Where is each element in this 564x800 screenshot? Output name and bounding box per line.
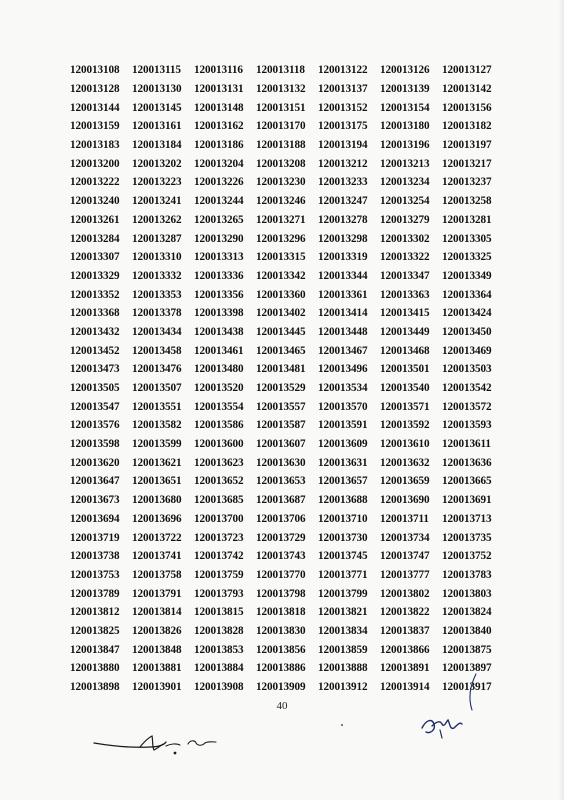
roll-number-cell: 120013116 bbox=[194, 64, 243, 77]
roll-number-cell: 120013777 bbox=[380, 568, 430, 581]
table-row bbox=[70, 640, 504, 659]
roll-number-cell: 120013610 bbox=[380, 438, 430, 451]
roll-number-cell: 120013752 bbox=[442, 550, 492, 563]
table-row bbox=[70, 323, 504, 342]
roll-number-cell: 120013332 bbox=[132, 269, 182, 282]
roll-number-cell: 120013802 bbox=[380, 587, 430, 600]
roll-number-cell: 120013247 bbox=[318, 195, 368, 208]
roll-number-cell: 120013534 bbox=[318, 382, 368, 395]
roll-number-cell: 120013791 bbox=[132, 587, 182, 600]
roll-number-cell: 120013364 bbox=[442, 288, 492, 301]
roll-number-cell: 120013108 bbox=[70, 64, 120, 77]
roll-number-cell: 120013825 bbox=[70, 624, 120, 637]
roll-number-cell: 120013722 bbox=[132, 531, 182, 544]
roll-number-cell: 120013758 bbox=[132, 568, 182, 581]
roll-number-cell: 120013812 bbox=[70, 606, 120, 619]
roll-number-cell: 120013917 bbox=[442, 681, 492, 694]
roll-number-cell: 120013226 bbox=[194, 176, 244, 189]
roll-number-cell: 120013828 bbox=[194, 624, 244, 637]
roll-number-cell: 120013262 bbox=[132, 213, 182, 226]
table-row bbox=[70, 397, 504, 416]
page-edge-shadow bbox=[558, 0, 564, 800]
roll-number-cell: 120013501 bbox=[380, 363, 430, 376]
roll-number-cell: 120013891 bbox=[380, 662, 430, 675]
roll-number-cell: 120013897 bbox=[442, 662, 492, 675]
roll-number-cell: 120013258 bbox=[442, 195, 492, 208]
page-number: 40 bbox=[276, 700, 288, 712]
roll-number-cell: 120013186 bbox=[194, 139, 244, 152]
roll-number-cell: 120013696 bbox=[132, 512, 182, 525]
roll-number-cell: 120013363 bbox=[380, 288, 430, 301]
roll-number-cell: 120013200 bbox=[70, 157, 120, 170]
table-row bbox=[70, 622, 504, 641]
roll-number-cell: 120013398 bbox=[194, 307, 244, 320]
roll-number-cell: 120013130 bbox=[132, 83, 182, 96]
roll-number-cell: 120013685 bbox=[194, 494, 244, 507]
roll-number-cell: 120013826 bbox=[132, 624, 182, 637]
roll-number-cell: 120013743 bbox=[256, 550, 306, 563]
roll-number-cell: 120013651 bbox=[132, 475, 182, 488]
roll-number-cell: 120013151 bbox=[256, 101, 306, 114]
roll-number-cell: 120013611 bbox=[442, 438, 491, 451]
roll-number-cell: 120013118 bbox=[256, 64, 305, 77]
roll-number-cell: 120013329 bbox=[70, 269, 120, 282]
roll-number-cell: 120013449 bbox=[380, 325, 430, 338]
roll-number-cell: 120013859 bbox=[318, 643, 368, 656]
ink-dot bbox=[341, 724, 343, 726]
table-row bbox=[70, 341, 504, 360]
roll-number-cell: 120013240 bbox=[70, 195, 120, 208]
table-row bbox=[70, 192, 504, 211]
roll-number-cell: 120013159 bbox=[70, 120, 120, 133]
roll-number-cell: 120013609 bbox=[318, 438, 368, 451]
roll-number-cell: 120013175 bbox=[318, 120, 368, 133]
roll-number-cell: 120013161 bbox=[132, 120, 182, 133]
roll-number-cell: 120013126 bbox=[380, 64, 430, 77]
roll-number-cell: 120013271 bbox=[256, 213, 306, 226]
table-row bbox=[70, 154, 504, 173]
roll-number-cell: 120013142 bbox=[442, 83, 492, 96]
roll-number-cell: 120013310 bbox=[132, 251, 182, 264]
table-row bbox=[70, 80, 504, 99]
roll-number-cell: 120013520 bbox=[194, 382, 244, 395]
roll-number-cell: 120013632 bbox=[380, 456, 430, 469]
roll-number-cell: 120013557 bbox=[256, 400, 306, 413]
table-row bbox=[70, 491, 504, 510]
roll-number-cell: 120013378 bbox=[132, 307, 182, 320]
roll-number-cell: 120013888 bbox=[318, 662, 368, 675]
table-row bbox=[70, 211, 504, 230]
roll-number-cell: 120013770 bbox=[256, 568, 306, 581]
roll-number-cell: 120013711 bbox=[380, 512, 429, 525]
roll-number-cell: 120013448 bbox=[318, 325, 368, 338]
roll-number-cell: 120013139 bbox=[380, 83, 430, 96]
roll-number-cell: 120013713 bbox=[442, 512, 492, 525]
roll-number-cell: 120013290 bbox=[194, 232, 244, 245]
table-row bbox=[70, 603, 504, 622]
roll-number-cell: 120013630 bbox=[256, 456, 306, 469]
roll-number-cell: 120013793 bbox=[194, 587, 244, 600]
table-row bbox=[70, 267, 504, 286]
roll-number-cell: 120013132 bbox=[256, 83, 306, 96]
roll-number-cell: 120013352 bbox=[70, 288, 120, 301]
roll-number-cell: 120013884 bbox=[194, 662, 244, 675]
roll-number-cell: 120013729 bbox=[256, 531, 306, 544]
roll-number-cell: 120013298 bbox=[318, 232, 368, 245]
roll-number-cell: 120013881 bbox=[132, 662, 182, 675]
roll-number-cell: 120013434 bbox=[132, 325, 182, 338]
table-row bbox=[70, 360, 504, 379]
roll-number-cell: 120013505 bbox=[70, 382, 120, 395]
roll-number-cell: 120013908 bbox=[194, 681, 244, 694]
roll-number-cell: 120013815 bbox=[194, 606, 244, 619]
roll-number-cell: 120013414 bbox=[318, 307, 368, 320]
roll-number-cell: 120013824 bbox=[442, 606, 492, 619]
roll-number-cell: 120013468 bbox=[380, 344, 430, 357]
roll-number-cell: 120013856 bbox=[256, 643, 306, 656]
roll-number-cell: 120013322 bbox=[380, 251, 430, 264]
roll-number-cell: 120013659 bbox=[380, 475, 430, 488]
roll-number-cell: 120013154 bbox=[380, 101, 430, 114]
roll-number-cell: 120013361 bbox=[318, 288, 368, 301]
roll-number-cell: 120013344 bbox=[318, 269, 368, 282]
roll-number-cell: 120013415 bbox=[380, 307, 430, 320]
roll-number-cell: 120013822 bbox=[380, 606, 430, 619]
roll-number-cell: 120013212 bbox=[318, 157, 368, 170]
roll-number-cell: 120013803 bbox=[442, 587, 492, 600]
roll-number-cell: 120013325 bbox=[442, 251, 492, 264]
roll-number-cell: 120013217 bbox=[442, 157, 492, 170]
roll-number-cell: 120013473 bbox=[70, 363, 120, 376]
roll-number-cell: 120013636 bbox=[442, 456, 492, 469]
roll-number-cell: 120013465 bbox=[256, 344, 306, 357]
roll-number-table-body bbox=[70, 61, 504, 696]
roll-number-cell: 120013194 bbox=[318, 139, 368, 152]
table-row bbox=[70, 566, 504, 585]
roll-number-cell: 120013438 bbox=[194, 325, 244, 338]
roll-number-cell: 120013305 bbox=[442, 232, 492, 245]
roll-number-cell: 120013144 bbox=[70, 101, 120, 114]
roll-number-cell: 120013287 bbox=[132, 232, 182, 245]
table-row bbox=[70, 379, 504, 398]
roll-number-cell: 120013450 bbox=[442, 325, 492, 338]
roll-number-cell: 120013898 bbox=[70, 681, 120, 694]
roll-number-cell: 120013880 bbox=[70, 662, 120, 675]
roll-number-cell: 120013342 bbox=[256, 269, 306, 282]
roll-number-cell: 120013735 bbox=[442, 531, 492, 544]
roll-number-cell: 120013452 bbox=[70, 344, 120, 357]
roll-number-cell: 120013432 bbox=[70, 325, 120, 338]
roll-number-cell: 120013265 bbox=[194, 213, 244, 226]
roll-number-cell: 120013745 bbox=[318, 550, 368, 563]
roll-number-cell: 120013814 bbox=[132, 606, 182, 619]
roll-number-cell: 120013213 bbox=[380, 157, 430, 170]
roll-number-cell: 120013254 bbox=[380, 195, 430, 208]
roll-number-cell: 120013572 bbox=[442, 400, 492, 413]
roll-number-cell: 120013901 bbox=[132, 681, 182, 694]
roll-number-cell: 120013131 bbox=[194, 83, 244, 96]
roll-number-cell: 120013673 bbox=[70, 494, 120, 507]
roll-number-cell: 120013241 bbox=[132, 195, 182, 208]
roll-number-cell: 120013507 bbox=[132, 382, 182, 395]
table-row bbox=[70, 528, 504, 547]
roll-number-cell: 120013554 bbox=[194, 400, 244, 413]
roll-number-cell: 120013128 bbox=[70, 83, 120, 96]
roll-number-cell: 120013621 bbox=[132, 456, 182, 469]
roll-number-cell: 120013461 bbox=[194, 344, 244, 357]
roll-number-cell: 120013481 bbox=[256, 363, 306, 376]
roll-number-cell: 120013694 bbox=[70, 512, 120, 525]
roll-number-cell: 120013170 bbox=[256, 120, 306, 133]
roll-number-cell: 120013742 bbox=[194, 550, 244, 563]
roll-number-cell: 120013542 bbox=[442, 382, 492, 395]
roll-number-cell: 120013734 bbox=[380, 531, 430, 544]
roll-number-cell: 120013912 bbox=[318, 681, 368, 694]
roll-number-cell: 120013503 bbox=[442, 363, 492, 376]
roll-number-cell: 120013278 bbox=[318, 213, 368, 226]
roll-number-cell: 120013598 bbox=[70, 438, 120, 451]
roll-number-cell: 120013798 bbox=[256, 587, 306, 600]
roll-number-cell: 120013691 bbox=[442, 494, 492, 507]
roll-number-cell: 120013353 bbox=[132, 288, 182, 301]
roll-number-cell: 120013623 bbox=[194, 456, 244, 469]
roll-number-cell: 120013315 bbox=[256, 251, 306, 264]
roll-number-cell: 120013496 bbox=[318, 363, 368, 376]
roll-number-cell: 120013680 bbox=[132, 494, 182, 507]
roll-number-cell: 120013914 bbox=[380, 681, 430, 694]
roll-number-cell: 120013529 bbox=[256, 382, 306, 395]
roll-number-cell: 120013445 bbox=[256, 325, 306, 338]
roll-number-cell: 120013246 bbox=[256, 195, 306, 208]
roll-number-cell: 120013476 bbox=[132, 363, 182, 376]
table-row bbox=[70, 584, 504, 603]
roll-number-cell: 120013551 bbox=[132, 400, 182, 413]
roll-number-table bbox=[70, 61, 504, 696]
roll-number-cell: 120013687 bbox=[256, 494, 306, 507]
roll-number-cell: 120013156 bbox=[442, 101, 492, 114]
roll-number-cell: 120013652 bbox=[194, 475, 244, 488]
roll-number-cell: 120013700 bbox=[194, 512, 244, 525]
roll-number-cell: 120013593 bbox=[442, 419, 492, 432]
roll-number-cell: 120013571 bbox=[380, 400, 430, 413]
roll-number-cell: 120013480 bbox=[194, 363, 244, 376]
table-row bbox=[70, 510, 504, 529]
roll-number-cell: 120013467 bbox=[318, 344, 368, 357]
roll-number-cell: 120013336 bbox=[194, 269, 244, 282]
roll-number-cell: 120013830 bbox=[256, 624, 306, 637]
table-row bbox=[70, 547, 504, 566]
roll-number-cell: 120013783 bbox=[442, 568, 492, 581]
table-row bbox=[70, 472, 504, 491]
roll-number-cell: 120013771 bbox=[318, 568, 368, 581]
roll-number-cell: 120013540 bbox=[380, 382, 430, 395]
roll-number-cell: 120013587 bbox=[256, 419, 306, 432]
roll-number-cell: 120013690 bbox=[380, 494, 430, 507]
roll-number-cell: 120013302 bbox=[380, 232, 430, 245]
roll-number-cell: 120013723 bbox=[194, 531, 244, 544]
roll-number-cell: 120013148 bbox=[194, 101, 244, 114]
table-row bbox=[70, 229, 504, 248]
table-row bbox=[70, 136, 504, 155]
roll-number-cell: 120013230 bbox=[256, 176, 306, 189]
roll-number-cell: 120013458 bbox=[132, 344, 182, 357]
roll-number-cell: 120013223 bbox=[132, 176, 182, 189]
roll-number-cell: 120013180 bbox=[380, 120, 430, 133]
roll-number-cell: 120013188 bbox=[256, 139, 306, 152]
roll-number-cell: 120013162 bbox=[194, 120, 244, 133]
roll-number-cell: 120013279 bbox=[380, 213, 430, 226]
roll-number-cell: 120013759 bbox=[194, 568, 244, 581]
table-row bbox=[70, 98, 504, 117]
roll-number-cell: 120013313 bbox=[194, 251, 244, 264]
roll-number-cell: 120013886 bbox=[256, 662, 306, 675]
roll-number-cell: 120013647 bbox=[70, 475, 120, 488]
signature-right bbox=[418, 672, 508, 742]
roll-number-cell: 120013547 bbox=[70, 400, 120, 413]
roll-number-cell: 120013586 bbox=[194, 419, 244, 432]
roll-number-cell: 120013821 bbox=[318, 606, 368, 619]
roll-number-cell: 120013592 bbox=[380, 419, 430, 432]
roll-number-cell: 120013834 bbox=[318, 624, 368, 637]
roll-number-cell: 120013753 bbox=[70, 568, 120, 581]
roll-number-cell: 120013847 bbox=[70, 643, 120, 656]
roll-number-cell: 120013607 bbox=[256, 438, 306, 451]
roll-number-cell: 120013368 bbox=[70, 307, 120, 320]
signature-left bbox=[92, 730, 232, 766]
roll-number-cell: 120013657 bbox=[318, 475, 368, 488]
roll-number-cell: 120013349 bbox=[442, 269, 492, 282]
table-row bbox=[70, 285, 504, 304]
roll-number-cell: 120013183 bbox=[70, 139, 120, 152]
roll-number-cell: 120013424 bbox=[442, 307, 492, 320]
roll-number-cell: 120013875 bbox=[442, 643, 492, 656]
roll-number-cell: 120013653 bbox=[256, 475, 306, 488]
roll-number-cell: 120013738 bbox=[70, 550, 120, 563]
roll-number-cell: 120013706 bbox=[256, 512, 306, 525]
roll-number-cell: 120013848 bbox=[132, 643, 182, 656]
roll-number-cell: 120013840 bbox=[442, 624, 492, 637]
roll-number-cell: 120013665 bbox=[442, 475, 492, 488]
roll-number-cell: 120013237 bbox=[442, 176, 492, 189]
roll-number-cell: 120013234 bbox=[380, 176, 430, 189]
roll-number-cell: 120013197 bbox=[442, 139, 492, 152]
roll-number-cell: 120013115 bbox=[132, 64, 181, 77]
roll-number-cell: 120013296 bbox=[256, 232, 306, 245]
roll-number-cell: 120013307 bbox=[70, 251, 120, 264]
roll-number-cell: 120013347 bbox=[380, 269, 430, 282]
roll-number-cell: 120013469 bbox=[442, 344, 492, 357]
roll-number-cell: 120013402 bbox=[256, 307, 306, 320]
roll-number-cell: 120013233 bbox=[318, 176, 368, 189]
table-row bbox=[70, 173, 504, 192]
roll-number-cell: 120013799 bbox=[318, 587, 368, 600]
roll-number-cell: 120013137 bbox=[318, 83, 368, 96]
roll-number-cell: 120013208 bbox=[256, 157, 306, 170]
table-row bbox=[70, 304, 504, 323]
roll-number-cell: 120013747 bbox=[380, 550, 430, 563]
roll-number-cell: 120013741 bbox=[132, 550, 182, 563]
roll-number-cell: 120013599 bbox=[132, 438, 182, 451]
roll-number-cell: 120013719 bbox=[70, 531, 120, 544]
roll-number-cell: 120013688 bbox=[318, 494, 368, 507]
roll-number-cell: 120013319 bbox=[318, 251, 368, 264]
roll-number-cell: 120013196 bbox=[380, 139, 430, 152]
roll-number-cell: 120013600 bbox=[194, 438, 244, 451]
roll-number-cell: 120013284 bbox=[70, 232, 120, 245]
roll-number-cell: 120013204 bbox=[194, 157, 244, 170]
table-row bbox=[70, 453, 504, 472]
roll-number-cell: 120013244 bbox=[194, 195, 244, 208]
roll-number-cell: 120013789 bbox=[70, 587, 120, 600]
roll-number-cell: 120013281 bbox=[442, 213, 492, 226]
roll-number-cell: 120013222 bbox=[70, 176, 120, 189]
roll-number-cell: 120013631 bbox=[318, 456, 368, 469]
roll-number-cell: 120013202 bbox=[132, 157, 182, 170]
roll-number-cell: 120013909 bbox=[256, 681, 306, 694]
roll-number-cell: 120013184 bbox=[132, 139, 182, 152]
table-row bbox=[70, 248, 504, 267]
table-row bbox=[70, 435, 504, 454]
roll-number-cell: 120013620 bbox=[70, 456, 120, 469]
roll-number-cell: 120013576 bbox=[70, 419, 120, 432]
roll-number-cell: 120013866 bbox=[380, 643, 430, 656]
roll-number-cell: 120013591 bbox=[318, 419, 368, 432]
roll-number-cell: 120013145 bbox=[132, 101, 182, 114]
roll-number-cell: 120013360 bbox=[256, 288, 306, 301]
table-row bbox=[70, 117, 504, 136]
roll-number-cell: 120013152 bbox=[318, 101, 368, 114]
roll-number-cell: 120013853 bbox=[194, 643, 244, 656]
roll-number-cell: 120013127 bbox=[442, 64, 492, 77]
roll-number-cell: 120013818 bbox=[256, 606, 306, 619]
roll-number-cell: 120013122 bbox=[318, 64, 368, 77]
roll-number-cell: 120013837 bbox=[380, 624, 430, 637]
roll-number-cell: 120013570 bbox=[318, 400, 368, 413]
roll-number-cell: 120013710 bbox=[318, 512, 368, 525]
roll-number-cell: 120013261 bbox=[70, 213, 120, 226]
roll-number-cell: 120013730 bbox=[318, 531, 368, 544]
roll-number-cell: 120013356 bbox=[194, 288, 244, 301]
roll-number-cell: 120013182 bbox=[442, 120, 492, 133]
roll-number-cell: 120013582 bbox=[132, 419, 182, 432]
table-row bbox=[70, 416, 504, 435]
table-row bbox=[70, 61, 504, 80]
